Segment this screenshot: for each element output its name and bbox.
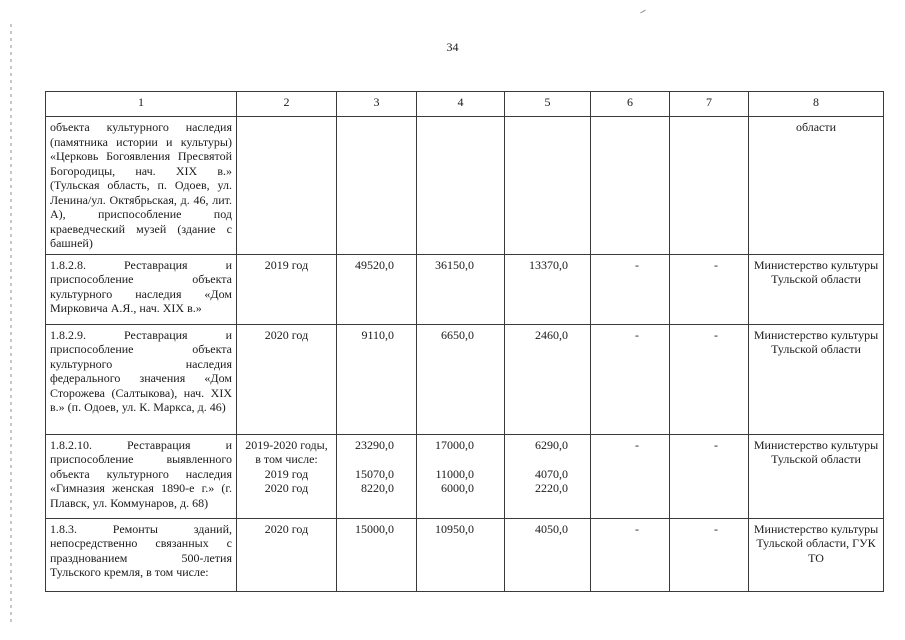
period-line: 2019-2020 годы,	[245, 437, 328, 452]
period-cell	[237, 434, 337, 518]
col7-cell: -	[670, 434, 749, 518]
federal-cell: 36150,0	[417, 254, 505, 324]
regional-cell	[505, 434, 591, 518]
total-cell: 9110,0	[337, 324, 417, 434]
total-cell	[337, 434, 417, 518]
period-line: 2020 год	[264, 481, 309, 495]
scan-mark	[640, 10, 646, 14]
header-cell-7: 7	[670, 92, 749, 117]
federal-line: 11000,0	[435, 466, 474, 481]
page-number: 34	[446, 40, 459, 54]
period-cell: 2020 год	[237, 518, 337, 591]
scan-margin-dots	[10, 24, 12, 624]
measure-name: 1.8.2.9. Реставрация и приспособление объекта культурного наследия федерального значения «Дом Сторожева (Салтыкова), нач. XIX в.» (п. Одоев, ул. К. Маркса, д. 46)	[46, 324, 237, 434]
measure-name: 1.8.2.8. Реставрация и приспособление объекта культурного наследия «Дом Мирковича А.Я., нач. XIX в.»	[46, 254, 237, 324]
total-line: 23290,0	[355, 437, 394, 452]
regional-cell: 13370,0	[505, 254, 591, 324]
period-cell: 2020 год	[237, 324, 337, 434]
program-table	[45, 91, 884, 592]
header-row	[46, 92, 884, 117]
header-cell-6: 6	[591, 92, 670, 117]
table-row	[46, 117, 884, 255]
header-cell-1: 1	[46, 92, 237, 117]
total-line: 8220,0	[361, 481, 394, 495]
total-cell	[337, 117, 417, 255]
executor-cell: Министерство культуры Тульской области	[749, 254, 884, 324]
total-cell: 15000,0	[337, 518, 417, 591]
executor-cell: Министерство культуры Тульской области, ГУК ТО	[749, 518, 884, 591]
total-line: 15070,0	[355, 466, 394, 481]
regional-cell	[505, 117, 591, 255]
col6-cell: -	[591, 518, 670, 591]
period-cell	[237, 117, 337, 255]
col7-cell: -	[670, 254, 749, 324]
regional-line: 6290,0	[535, 437, 568, 452]
period-line: 2019 год	[264, 466, 309, 481]
executor-cell: Министерство культуры Тульской области	[749, 324, 884, 434]
col7-cell: -	[670, 518, 749, 591]
regional-line: 2220,0	[535, 481, 568, 495]
col6-cell: -	[591, 324, 670, 434]
header-cell-8: 8	[749, 92, 884, 117]
col6-cell	[591, 117, 670, 255]
header-cell-2: 2	[237, 92, 337, 117]
table-row	[46, 518, 884, 591]
table-row	[46, 324, 884, 434]
federal-line: 6000,0	[441, 481, 474, 495]
period-cell: 2019 год	[237, 254, 337, 324]
col6-cell: -	[591, 434, 670, 518]
executor-cell: области	[749, 117, 884, 255]
executor-cell: Министерство культуры Тульской области	[749, 434, 884, 518]
table-row	[46, 254, 884, 324]
col7-cell: -	[670, 324, 749, 434]
federal-cell: 10950,0	[417, 518, 505, 591]
col6-cell: -	[591, 254, 670, 324]
federal-cell	[417, 117, 505, 255]
period-line: в том числе:	[255, 452, 318, 466]
header-cell-5: 5	[505, 92, 591, 117]
federal-cell	[417, 434, 505, 518]
measure-name: объекта культурного наследия (памятника истории и культуры) «Церковь Богоявления Пресвятой Богородицы, нач. XIX в.» (Тульская область, п. Одоев, ул. Ленина/ул. Октябрьская, д. 46, лит. А), приспособление под краеведческий музей (здание с башней)	[46, 117, 237, 255]
header-cell-3: 3	[337, 92, 417, 117]
total-cell: 49520,0	[337, 254, 417, 324]
measure-name: 1.8.3. Ремонты зданий, непосредственно связанных с празднованием 500-летия Тульского кремля, в том числе:	[46, 518, 237, 591]
regional-line: 4070,0	[535, 466, 568, 481]
regional-cell: 2460,0	[505, 324, 591, 434]
federal-line: 17000,0	[435, 437, 474, 452]
table-row	[46, 434, 884, 518]
federal-cell: 6650,0	[417, 324, 505, 434]
regional-cell: 4050,0	[505, 518, 591, 591]
measure-name: 1.8.2.10. Реставрация и приспособление выявленного объекта культурного наследия «Гимназия женская 1890-е г.» (г. Плавск, ул. Коммунаров, д. 68)	[46, 434, 237, 518]
header-cell-4: 4	[417, 92, 505, 117]
col7-cell	[670, 117, 749, 255]
